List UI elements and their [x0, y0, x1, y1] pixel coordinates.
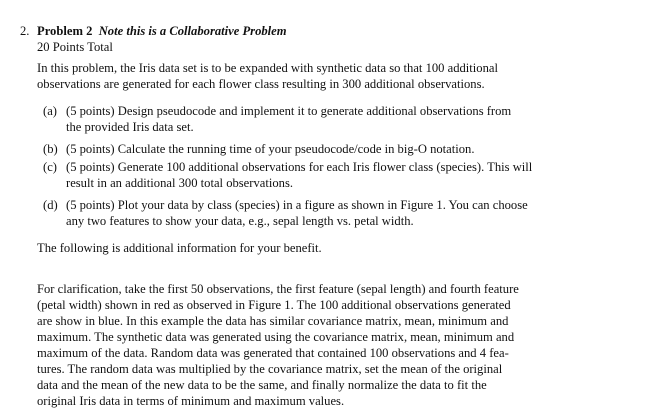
problem-heading-text: [37, 23, 287, 39]
item-a-line: the provided Iris data set.: [66, 120, 194, 134]
item-d-line: (5 points) Plot your data by class (species) in a figure as shown in Figure 1. You can choose: [66, 198, 528, 212]
item-d-line: any two features to show your data, e.g., sepal length vs. petal width.: [66, 214, 414, 228]
following-text: The following is additional information for your benefit.: [37, 241, 322, 255]
item-c-line: (5 points) Generate 100 additional observations for each Iris flower class (species). This will: [66, 160, 533, 174]
points-total: 20 Points Total: [37, 40, 113, 54]
clarification-line: For clarification, take the first 50 observations, the first feature (sepal length) and fourth feature: [37, 282, 519, 296]
clarification-line: are show in blue. In this example the data has similar covariance matrix, mean, minimum and: [37, 314, 509, 328]
item-a-line: (5 points) Design pseudocode and implement it to generate additional observations from: [66, 104, 512, 118]
clarification-line: maximum of the data. Random data was generated that contained 100 observations and 4 fea-: [37, 346, 509, 360]
clarification-line: data and the mean of the new data to be the same, and finally normalize the data to fit the: [37, 378, 487, 392]
item-label: (a): [43, 104, 57, 118]
item-label: (c): [43, 160, 57, 174]
clarification-line: (petal width) shown in red as observed in Figure 1. The 100 additional observations generated: [37, 298, 511, 312]
intro-line: observations are generated for each flower class resulting in 300 additional observations.: [37, 77, 485, 91]
clarification-line: original Iris data in terms of minimum and maximum values.: [37, 394, 345, 408]
problem-number: 2.: [20, 24, 30, 38]
item-b-line: (5 points) Calculate the running time of your pseudocode/code in big-O notation.: [66, 142, 475, 156]
problem-note: Note this is a Collaborative Problem: [98, 24, 287, 38]
clarification-line: tures. The random data was multiplied by the covariance matrix, set the mean of the original: [37, 362, 503, 376]
clarification-line: maximum. The synthetic data was generated using the covariance matrix, mean, minimum and: [37, 330, 515, 344]
intro-line: In this problem, the Iris data set is to be expanded with synthetic data so that 100 additional: [37, 61, 498, 75]
item-label: (d): [43, 198, 58, 212]
item-c-line: result in an additional 300 total observations.: [66, 176, 293, 190]
item-label: (b): [43, 142, 58, 156]
problem-title: Problem 2: [37, 24, 93, 38]
